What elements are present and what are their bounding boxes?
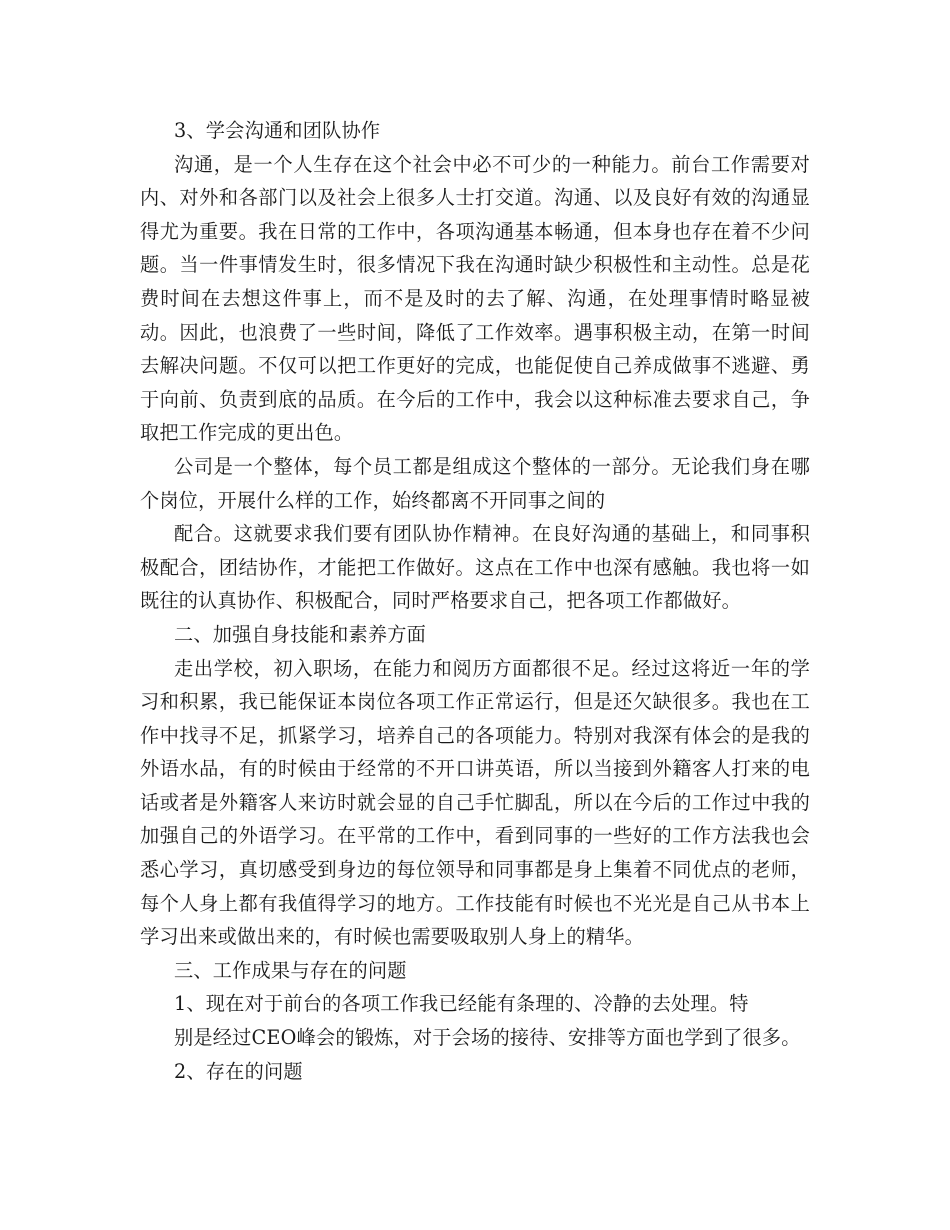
document-body: [140, 114, 810, 1088]
paragraph-skills: 走出学校，初入职场，在能力和阅历方面都很不足。经过这将近一年的学习和积累，我已能保证本岗位各项工作正常运行，但是还欠缺很多。我也在工作中找寻不足，抓紧学习，培养自己的各项能力。特别对我深有体会的是我的外语水品，有的时候由于经常的不开口讲英语，所以当接到外籍客人打来的电话或者是外籍客人来访时就会显的自己手忙脚乱，所以在今后的工作过中我的加强自己的外语学习。在平常的工作中，看到同事的一些好的工作方法我也会悉心学习，真切感受到身边的每位领导和同事都是身上集着不同优点的老师，每个人身上都有我值得学习的地方。工作技能有时候也不光光是自己从书本上学习出来或做出来的，有时候也需要吸取别人身上的精华。: [140, 656, 810, 949]
section-heading-problems: 2、存在的问题: [174, 1059, 303, 1083]
section-heading-communication: 3、学会沟通和团队协作: [174, 119, 381, 142]
paragraph-results-1: 1、现在对于前台的各项工作我已经能有条理的、冷静的去处理。特: [174, 992, 749, 1016]
paragraph-company-whole: 公司是一个整体，每个员工都是组成这个整体的一部分。无论我们身在哪个岗位，开展什么样的工作，始终都离不开同事之间的: [140, 454, 810, 512]
section-heading-results: 三、工作成果与存在的问题: [174, 958, 407, 982]
paragraph-communication: 沟通，是一个人生存在这个社会中必不可少的一种能力。前台工作需要对内、对外和各部门以及社会上很多人士打交道。沟通、以及良好有效的沟通显得尤为重要。我在日常的工作中，各项沟通基本畅通，但本身也存在着不少问题。当一件事情发生时，很多情况下我在沟通时缺少积极性和主动性。总是花费时间在去想这件事上，而不是及时的去了解、沟通，在处理事情时略显被动。因此，也浪费了一些时间，降低了工作效率。遇事积极主动，在第一时间去解决问题。不仅可以把工作更好的完成，也能促使自己养成做事不逃避、勇于向前、负责到底的品质。在今后的工作中，我会以这种标准去要求自己，争取把工作完成的更出色。: [140, 152, 810, 445]
section-heading-skills: 二、加强自身技能和素养方面: [174, 622, 427, 646]
paragraph-results-1-cont: 别是经过CEO峰会的锻炼，对于会场的接待、安排等方面也学到了很多。: [174, 1026, 801, 1050]
paragraph-teamwork: 配合。这就要求我们要有团队协作精神。在良好沟通的基础上，和同事积极配合，团结协作，才能把工作做好。这点在工作中也深有感触。我也将一如既往的认真协作、积极配合，同时严格要求自己，把各项工作都做好。: [140, 522, 810, 613]
